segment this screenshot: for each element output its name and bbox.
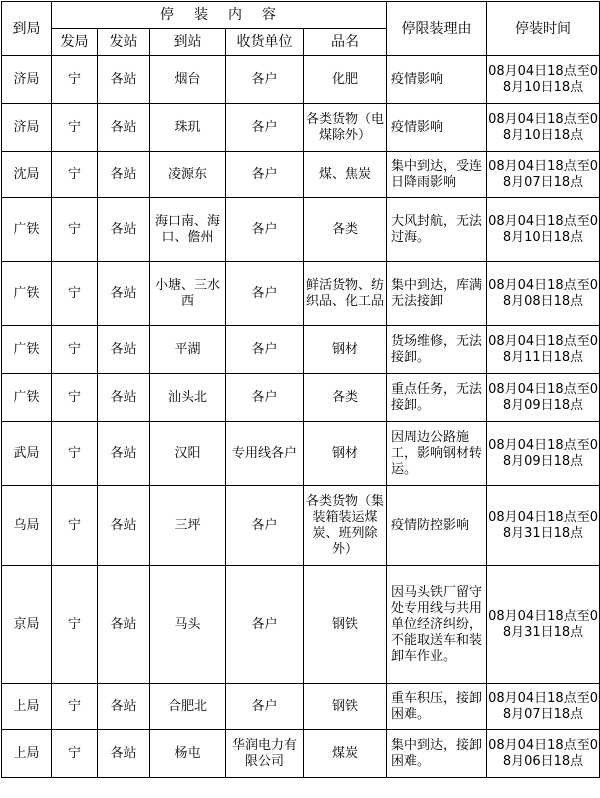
cell-origin-bureau: 宁 xyxy=(52,422,98,486)
cell-origin-station: 各站 xyxy=(98,730,150,778)
cell-origin-station: 各站 xyxy=(98,326,150,374)
table-row xyxy=(2,56,600,104)
cell-origin-bureau: 宁 xyxy=(52,56,98,104)
table-row xyxy=(2,730,600,778)
cell-reason: 疫情影响 xyxy=(387,56,487,104)
cell-time: 08月04日18点至08月09日18点 xyxy=(487,422,600,486)
cell-commodity: 各类 xyxy=(304,198,387,262)
cell-arrival-bureau: 济局 xyxy=(2,56,52,104)
cell-commodity: 各类 xyxy=(304,374,387,422)
cell-consignee: 各户 xyxy=(226,684,304,730)
cell-time: 08月04日18点至08月07日18点 xyxy=(487,152,600,198)
cell-reason: 重车积压，接卸困难。 xyxy=(387,684,487,730)
cell-origin-station: 各站 xyxy=(98,566,150,684)
cell-commodity: 化肥 xyxy=(304,56,387,104)
cell-reason: 集中到达，受连日降雨影响 xyxy=(387,152,487,198)
cell-origin-station: 各站 xyxy=(98,152,150,198)
cell-commodity: 各类货物（集装箱装运煤炭、班列除外） xyxy=(304,486,387,566)
cell-consignee: 各户 xyxy=(226,326,304,374)
cell-consignee: 各户 xyxy=(226,152,304,198)
cell-origin-bureau: 宁 xyxy=(52,262,98,326)
cell-arrival-bureau: 上局 xyxy=(2,730,52,778)
cell-destination-station: 杨屯 xyxy=(150,730,226,778)
cell-time: 08月04日18点至08月10日18点 xyxy=(487,104,600,152)
cell-destination-station: 烟台 xyxy=(150,56,226,104)
cell-consignee: 各户 xyxy=(226,198,304,262)
header-reason: 停限装理由 xyxy=(387,2,487,56)
cell-time: 08月04日18点至08月06日18点 xyxy=(487,730,600,778)
cell-arrival-bureau: 广铁 xyxy=(2,326,52,374)
cell-commodity: 鲜活货物、纺织品、化工品 xyxy=(304,262,387,326)
cell-time: 08月04日18点至08月09日18点 xyxy=(487,374,600,422)
cell-consignee: 各户 xyxy=(226,104,304,152)
cell-origin-station: 各站 xyxy=(98,684,150,730)
cell-origin-station: 各站 xyxy=(98,374,150,422)
cell-reason: 因周边公路施工，影响钢材转运。 xyxy=(387,422,487,486)
cell-consignee: 各户 xyxy=(226,56,304,104)
cell-reason: 货场维修，无法接卸。 xyxy=(387,326,487,374)
header-origin-bureau: 发局 xyxy=(52,29,98,56)
cell-time: 08月04日18点至08月11日18点 xyxy=(487,326,600,374)
table-row xyxy=(2,374,600,422)
table-row xyxy=(2,262,600,326)
cell-destination-station: 三坪 xyxy=(150,486,226,566)
cell-origin-bureau: 宁 xyxy=(52,374,98,422)
cell-arrival-bureau: 武局 xyxy=(2,422,52,486)
cell-destination-station: 马头 xyxy=(150,566,226,684)
cell-origin-station: 各站 xyxy=(98,198,150,262)
cell-consignee: 各户 xyxy=(226,566,304,684)
cell-arrival-bureau: 济局 xyxy=(2,104,52,152)
cell-commodity: 各类货物（电煤除外） xyxy=(304,104,387,152)
cell-reason: 疫情影响 xyxy=(387,104,487,152)
cell-time: 08月04日18点至08月10日18点 xyxy=(487,198,600,262)
cell-time: 08月04日18点至08月31日18点 xyxy=(487,486,600,566)
table-row xyxy=(2,152,600,198)
table-row xyxy=(2,198,600,262)
cell-consignee: 各户 xyxy=(226,262,304,326)
cell-consignee: 华润电力有限公司 xyxy=(226,730,304,778)
cell-destination-station: 小塘、三水西 xyxy=(150,262,226,326)
cell-reason: 重点任务，无法接卸。 xyxy=(387,374,487,422)
cell-reason: 大风封航，无法过海。 xyxy=(387,198,487,262)
header-commodity: 品名 xyxy=(304,29,387,56)
cell-arrival-bureau: 广铁 xyxy=(2,198,52,262)
cell-destination-station: 平湖 xyxy=(150,326,226,374)
cell-arrival-bureau: 广铁 xyxy=(2,262,52,326)
table-row xyxy=(2,486,600,566)
cell-reason: 因马头铁厂留守处专用线与共用单位经济纠纷，不能取送车和装卸车作业。 xyxy=(387,566,487,684)
table-row xyxy=(2,422,600,486)
cell-reason: 集中到达，库满无法接卸 xyxy=(387,262,487,326)
table-body xyxy=(2,56,600,778)
cell-origin-station: 各站 xyxy=(98,486,150,566)
header-time: 停装时间 xyxy=(487,2,600,56)
cell-commodity: 煤炭 xyxy=(304,730,387,778)
cell-destination-station: 合肥北 xyxy=(150,684,226,730)
header-suspension-content: 停装内容 xyxy=(52,2,387,29)
cell-consignee: 各户 xyxy=(226,486,304,566)
cell-origin-bureau: 宁 xyxy=(52,566,98,684)
table-row xyxy=(2,684,600,730)
cell-consignee: 专用线各户 xyxy=(226,422,304,486)
header-destination-station: 到站 xyxy=(150,29,226,56)
cell-arrival-bureau: 乌局 xyxy=(2,486,52,566)
cell-commodity: 钢铁 xyxy=(304,684,387,730)
cell-time: 08月04日18点至08月31日18点 xyxy=(487,566,600,684)
cell-arrival-bureau: 沈局 xyxy=(2,152,52,198)
cell-arrival-bureau: 上局 xyxy=(2,684,52,730)
cell-origin-bureau: 宁 xyxy=(52,104,98,152)
cell-origin-bureau: 宁 xyxy=(52,326,98,374)
header-arrival-bureau: 到局 xyxy=(2,2,52,56)
cell-time: 08月04日18点至08月08日18点 xyxy=(487,262,600,326)
cell-origin-station: 各站 xyxy=(98,56,150,104)
cell-arrival-bureau: 京局 xyxy=(2,566,52,684)
cell-destination-station: 凌源东 xyxy=(150,152,226,198)
cell-destination-station: 汕头北 xyxy=(150,374,226,422)
cell-commodity: 钢铁 xyxy=(304,566,387,684)
table-row xyxy=(2,326,600,374)
table-row xyxy=(2,566,600,684)
cell-origin-bureau: 宁 xyxy=(52,486,98,566)
cell-origin-bureau: 宁 xyxy=(52,198,98,262)
cell-origin-station: 各站 xyxy=(98,262,150,326)
cell-destination-station: 海口南、海口、儋州 xyxy=(150,198,226,262)
cell-destination-station: 汉阳 xyxy=(150,422,226,486)
cell-reason: 集中到达，接卸困难。 xyxy=(387,730,487,778)
cell-commodity: 钢材 xyxy=(304,422,387,486)
cell-origin-bureau: 宁 xyxy=(52,152,98,198)
cell-reason: 疫情防控影响 xyxy=(387,486,487,566)
cell-origin-bureau: 宁 xyxy=(52,684,98,730)
cell-commodity: 钢材 xyxy=(304,326,387,374)
header-origin-station: 发站 xyxy=(98,29,150,56)
cell-consignee: 各户 xyxy=(226,374,304,422)
cell-commodity: 煤、焦炭 xyxy=(304,152,387,198)
cell-destination-station: 珠玑 xyxy=(150,104,226,152)
cell-origin-bureau: 宁 xyxy=(52,730,98,778)
cell-time: 08月04日18点至08月07日18点 xyxy=(487,684,600,730)
cell-time: 08月04日18点至08月10日18点 xyxy=(487,56,600,104)
header-consignee: 收货单位 xyxy=(226,29,304,56)
cell-arrival-bureau: 广铁 xyxy=(2,374,52,422)
table-row xyxy=(2,104,600,152)
cell-origin-station: 各站 xyxy=(98,104,150,152)
suspension-table xyxy=(1,1,600,778)
cell-origin-station: 各站 xyxy=(98,422,150,486)
